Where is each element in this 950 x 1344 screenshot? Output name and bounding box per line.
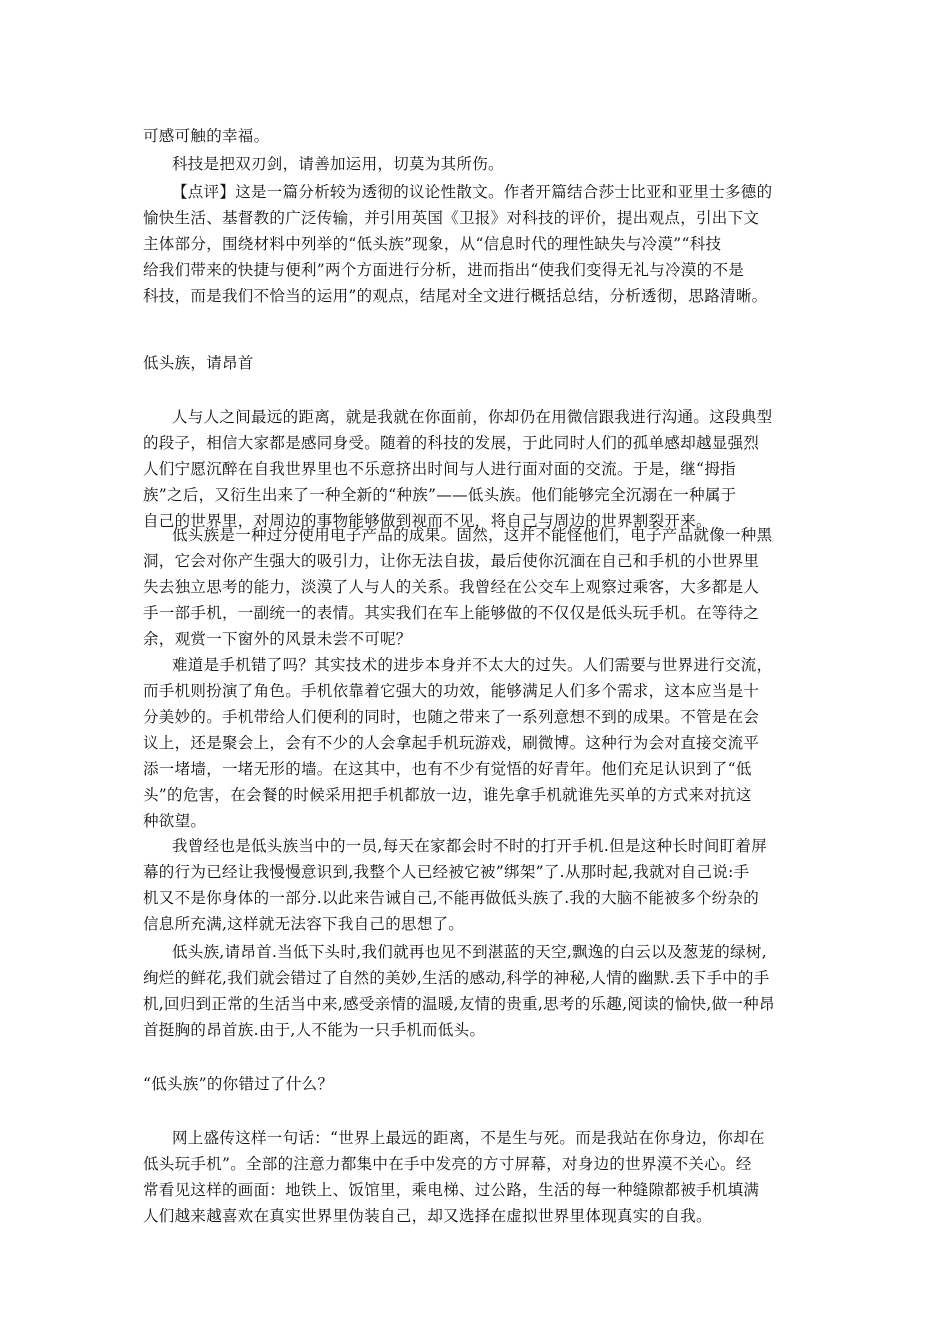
paragraph-line: 机,回归到正常的生活当中来,感受亲情的温暖,友情的贵重,思考的乐趣,阅读的愉快,做一种昂 [143, 995, 775, 1013]
essay-title: “低头族”的你错过了什么？ [143, 1075, 334, 1093]
paragraph-line: 的段子，相信大家都是感同身受。随着的科技的发展，于此同时人们的孤单感却越显强烈 [143, 434, 760, 452]
paragraph-line: 种欲望。 [143, 812, 207, 830]
paragraph-line: 而手机则扮演了角色。手机依靠着它强大的功效，能够满足人们多个需求，这本应当是十 [143, 682, 760, 700]
paragraph-line: 机又不是你身体的一部分.以此来告诫自己,不能再做低头族了.我的大脑不能被多个纷杂的 [143, 889, 760, 907]
paragraph-line: 【点评】这是一篇分析较为透彻的议论性散文。作者开篇结合莎士比亚和亚里士多德的 [172, 183, 773, 201]
paragraph-line: 给我们带来的快捷与便利”两个方面进行分析，进而指出“使我们变得无礼与冷漠的不是 [143, 261, 745, 279]
paragraph-line: 信息所充满,这样就无法容下我自己的思想了。 [143, 915, 465, 933]
paragraph-line: 科技是把双刃剑，请善加运用，切莫为其所伤。 [172, 155, 504, 173]
paragraph-line: 难道是手机错了吗？其实技术的进步本身并不太大的过失。人们需要与世界进行交流， [172, 656, 773, 674]
paragraph-line: 可感可触的幸福。 [143, 127, 270, 145]
paragraph-line: 人与人之间最远的距离，就是我就在你面前，你却仍在用微信跟我进行沟通。这段典型 [172, 408, 773, 426]
paragraph-line: 幕的行为已经让我慢慢意识到,我整个人已经被它被”绑架”了.从那时起,我就对自己说:手 [143, 863, 750, 881]
paragraph-line: 分美妙的。手机带给人们便利的同时，也随之带来了一系列意想不到的成果。不管是在会 [143, 708, 760, 726]
paragraph-line: 议上，还是聚会上，会有不少的人会拿起手机玩游戏，刷微博。这种行为会对直接交流平 [143, 734, 760, 752]
essay-title: 低头族，请昂首 [143, 354, 254, 372]
paragraph-line: 我曾经也是低头族当中的一员,每天在家都会时不时的打开手机.但是这种长时间盯着屏 [172, 837, 768, 855]
paragraph-line: 自己的世界里，对周边的事物能够做到视而不见，将自己与周边的世界割裂开来。 [143, 512, 712, 530]
paragraph-line: 低头玩手机”。全部的注意力都集中在手中发亮的方寸屏幕，对身边的世界漠不关心。经 [143, 1155, 752, 1173]
paragraph-line: 低头族是一种过分使用电子产品的成果。固然，这并不能怪他们，电子产品就像一种黑 [172, 526, 773, 544]
paragraph-line: 头”的危害，在会餐的时候采用把手机都放一边，谁先拿手机就谁先买单的方式来对抗这 [143, 786, 752, 804]
paragraph-line: 首挺胸的昂首族.由于,人不能为一只手机而低头。 [143, 1021, 486, 1039]
paragraph-line: 科技，而是我们不恰当的运用”的观点，结尾对全文进行概括总结，分析透彻，思路清晰。 [143, 287, 768, 305]
paragraph-line: 绚烂的鲜花,我们就会错过了自然的美妙,生活的感动,科学的神秘,人情的幽默.丢下手中的手 [143, 969, 770, 987]
paragraph-line: 失去独立思考的能力，淡漠了人与人的关系。我曾经在公交车上观察过乘客，大多都是人 [143, 578, 760, 596]
paragraph-line: 常看见这样的画面：地铁上、饭馆里，乘电梯、过公路，生活的每一种缝隙都被手机填满 [143, 1181, 760, 1199]
paragraph-line: 洞，它会对你产生强大的吸引力，让你无法自拔，最后使你沉湎在自己和手机的小世界里 [143, 552, 760, 570]
paragraph-line: 手一部手机，一副统一的表情。其实我们在车上能够做的不仅仅是低头玩手机。在等待之 [143, 604, 760, 622]
paragraph-line: 人们越来越喜欢在真实世界里伪装自己，却又选择在虚拟世界里体现真实的自我。 [143, 1207, 712, 1225]
paragraph-line: 添一堵墙，一堵无形的墙。在这其中，也有不少有觉悟的好青年。他们充足认识到了“低 [143, 760, 752, 778]
paragraph-line: 低头族,请昂首.当低下头时,我们就再也见不到湛蓝的天空,飘逸的白云以及葱茏的绿树, [172, 943, 767, 961]
paragraph-line: 族”之后，又衍生出来了一种全新的“种族”——低头族。他们能够完全沉溺在一种属于 [143, 486, 737, 504]
paragraph-line: 人们宁愿沉醉在自我世界里也不乐意挤出时间与人进行面对面的交流。于是，继“拇指 [143, 460, 736, 478]
paragraph-line: 主体部分，围绕材料中列举的“低头族”现象，从“信息时代的理性缺失与冷漠”“科技 [143, 235, 722, 253]
paragraph-line: 网上盛传这样一句话：“世界上最远的距离，不是生与死。而是我站在你身边，你却在 [172, 1129, 765, 1147]
paragraph-line: 愉快生活、基督教的广泛传输，并引用英国《卫报》对科技的评价，提出观点，引出下文 [143, 209, 760, 227]
paragraph-line: 余，观赏一下窗外的风景未尝不可呢？ [143, 630, 412, 648]
